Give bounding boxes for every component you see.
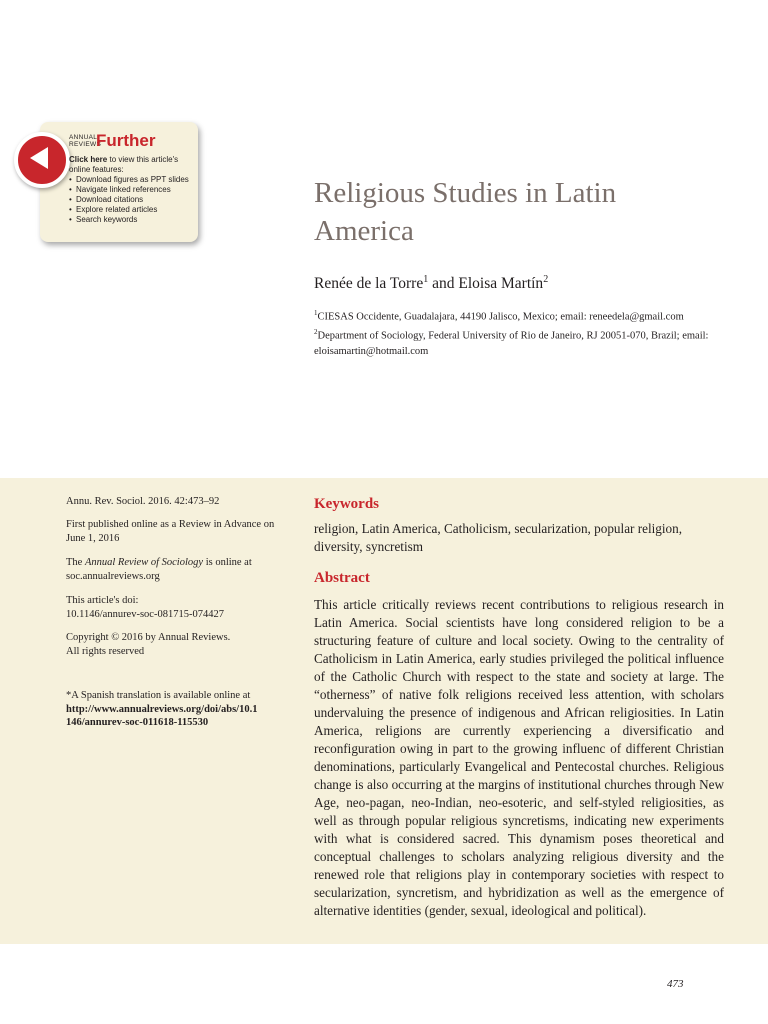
left-arrow-icon [28,145,50,171]
affiliation-2 [314,325,734,359]
article-title: Religious Studies in Latin America [314,177,617,247]
journal-online-pre: The [66,557,85,568]
affiliation-1-sup: 1 [314,309,318,317]
feature-item[interactable]: • Download citations [69,195,194,205]
feature-item[interactable]: • Download figures as PPT slides [69,175,194,185]
click-here-link[interactable]: Click here [69,155,108,164]
affiliation-1 [314,306,734,325]
doi-label: This article's doi: [66,595,139,606]
journal-online [66,556,276,583]
author-join: and [428,275,459,293]
further-badge[interactable] [40,122,198,242]
brand-line-2: REVIEWS [69,141,102,148]
journal-online-post: is online at soc.annualreviews.org [66,557,252,582]
affiliation-1-text: CIESAS Occidente, Guadalajara, 44190 Jalisco, Mexico; email: reneedela@gmail.com [317,311,684,323]
feature-list [69,175,194,225]
abstract-heading: Abstract [314,570,370,586]
click-here-rest: to view this article's online features: [69,155,179,174]
abstract-text: This article critically reviews recent contributions to religious research in Latin America. Social scientists have long considered religion to be a structuring feature of culture and local society. Owing to the centrality of Catholicism in Latin America, early studies privileged the political influence of the Catholic Church with respect to the state and society at large. The “otherness” of native folk religions received less attention, with scholars undervaluing the presence of indigenous and African religiosities. In Latin America, religions are currently experiencing a diversificatio and reconfiguration owing in part to the growing influenc of different Christian denominations, particularly Evangelical and Pentecostal churches. Religious change is also occurring at the margins of institutional churches through New Age, neo-pagan, neo-Indian, neo-esoteric, and self-styled religiosities, as well as through popular religious syncretisms, indicating new experiments with what is considered sacred. This dynamism poses theoretical and conceptual challenges to scholars analyzing religious diversity and the renewed role that religions play in contemporary societies with respect to secularization, syncretism, and hybridization as well as the emergence of alternative identities (gender, sexual, ideological and political). [314,597,724,918]
spanish-link[interactable]: http://www.annualreviews.org/doi/abs/10.1146/annurev-soc-011618-115530 [66,703,258,728]
first-published [66,518,276,545]
badge-description [69,155,194,225]
author-1: Renée de la Torre [314,275,424,293]
doi-value[interactable]: 10.1146/annurev-soc-081715-074427 [66,608,224,620]
affiliation-2-text: Department of Sociology, Federal University of Rio de Janeiro, RJ 20051-070, Brazil; email: eloisamartin@hotmail.com [314,330,709,357]
keywords-heading: Keywords [314,496,379,512]
spanish-note [66,689,262,730]
further-button[interactable] [14,132,70,188]
copyright-block [66,631,276,658]
affiliation-2-sup: 2 [314,328,318,336]
author-line [314,274,548,293]
citation [66,495,276,509]
page-number: 473 [667,978,684,990]
author-2: Eloisa Martín [458,275,544,293]
journal-name: Annual Review of Sociology [84,557,204,568]
feature-item[interactable]: • Navigate linked references [69,185,194,195]
spanish-note-text: *A Spanish translation is available online at [66,690,251,701]
click-here-line[interactable] [69,155,194,175]
feature-item[interactable]: • Explore related articles [69,205,194,215]
citation-text: Annu. Rev. Sociol. 2016. 42:473–92 [66,496,220,507]
author-1-sup: 1 [423,274,429,285]
keywords-text: religion, Latin America, Catholicism, secularization, popular religion, diversity, syncretism [314,521,683,554]
rights-text: All rights reserved [66,645,145,657]
author-2-sup: 2 [543,274,549,285]
feature-item[interactable]: • Search keywords [69,215,194,225]
doi-block [66,594,276,621]
further-label: Further [96,131,156,150]
brand-line-1: ANNUAL [69,134,98,141]
copyright-text: Copyright © 2016 by Annual Reviews. [66,632,231,643]
first-published-text: First published online as a Review in Advance on June 1, 2016 [66,519,275,544]
